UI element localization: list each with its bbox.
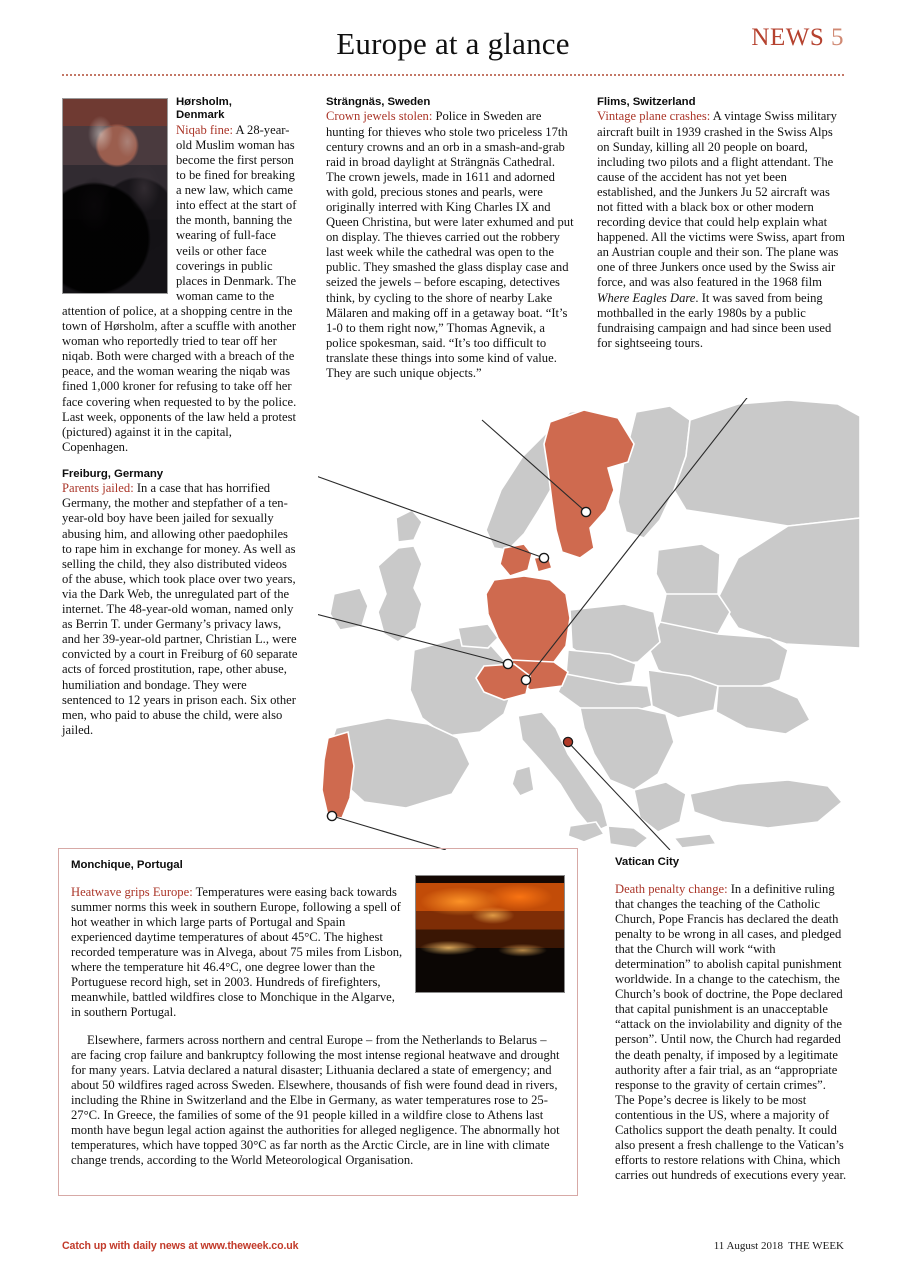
story-heading-flims: Flims, Switzerland (597, 96, 696, 108)
story-text-flims-part2: . It was saved from being mothballed in the early 1980s by a public fundraising campaign and had since been used for sightseeing tours. (597, 290, 832, 350)
marker-vatican (563, 737, 572, 746)
story-lede-freiburg: Parents jailed: (62, 481, 134, 496)
story-text-strangnas: Police in Sweden are hunting for thieves who stole two priceless 17th century crowns and an orb in a smash-and-grab raid in broad daylight at Strängnäs Cathedral. The crown jewels, made in 1611 and adorned with gold, precious stones and pearls, were originally interred with King Charles IX and Queen Christina, but were later exhumed and put on display. The thieves carried out the robbery last week while the cathedral was open to the public. They smashed the glass display case and seized the jewels – before escaping, detectives think, by cycling to the shore of nearby Lake Mälaren and making off in a getaway boat. “It’s 1-0 to them right now,” Thomas Agnevik, a police spokesman, said. “It’s too difficult to translate these things into some kind of value. They are such unique objects.” (326, 109, 574, 380)
page-title: Europe at a glance (336, 26, 570, 61)
footer-imprint (714, 1240, 844, 1252)
highlight-portugal (322, 732, 354, 818)
story-lede-strangnas: Crown jewels stolen: (326, 109, 433, 124)
country-sardinia (512, 766, 534, 796)
story-text-monchique-1: Temperatures were easing back towards summer norms this week in southern Europe, following a spell of hot weather in which large parts of Portugal and Spain experienced daytime temperatures of about 45°C. The highest recorded temperature was in Alvega, about 75 miles from Lisbon, where the temperature hit 46.4°C, one degree lower than the Portuguese record high, set in 2003. Hundreds of firefighters, meanwhile, battled wildfires close to Monchique in the Algarve, in southern Portugal. (71, 885, 403, 1020)
country-crete (674, 834, 716, 848)
country-uk (378, 546, 422, 642)
protest-photo (62, 98, 168, 294)
story-heading-hoersholm (176, 96, 298, 123)
footer-publication: THE WEEK (788, 1240, 844, 1252)
column-middle (326, 96, 576, 381)
country-russia-e (718, 518, 860, 648)
country-balkans (580, 708, 674, 790)
marker-freiburg (503, 659, 512, 668)
monchique-feature-box (58, 848, 578, 1196)
footer-promo[interactable]: Catch up with daily news at www.theweek.co.uk (62, 1240, 299, 1252)
country-turkey (690, 780, 842, 828)
country-ireland (330, 588, 368, 630)
heading-line-1: Hørsholm, (176, 96, 232, 108)
story-lede-flims: Vintage plane crashes: (597, 109, 711, 124)
country-italy-south (608, 826, 648, 848)
marker-hoersholm (539, 553, 548, 562)
heading-line-2: Denmark (176, 109, 225, 122)
footer-date: 11 August 2018 (713, 1240, 783, 1252)
marker-strangnas (581, 507, 590, 516)
page-number: 5 (831, 24, 844, 51)
story-text-vatican: In a definitive ruling that changes the teaching of the Catholic Church, Pope Francis has declared the death penalty to be wrong in all cases, and pledged that the Church will work “with determination” to abolish capital punishment worldwide. In a change to the catechism, the Church’s book of doctrine, the Pope declared that capital punishment is an unacceptable “attack on the inviolability and dignity of the person”. Until now, the Church had regarded the death penalty, if imposed by a legitimate authority after a fair trial, as an “appropriate response to the gravity of certain crimes”. The Pope’s decree is likely to be most contentious in the US, where a majority of Catholics support the death penalty. It could also present a fresh challenge to the Vatican’s efforts to restore relations with China, which carries out hundreds of executions every year. (615, 882, 847, 1182)
story-lede-hoersholm: Niqab fine: (176, 122, 234, 137)
leader-line-monchique (332, 816, 446, 850)
europe-map (318, 398, 863, 850)
column-right (597, 96, 847, 351)
section-label (751, 24, 844, 52)
story-text-flims-part1: A vintage Swiss military aircraft built in 1939 crashed in the Swiss Alps on Sunday, killing all 20 people on board, including two pilots and a flight attendant. The cause of the accident has not yet been established, and the Junkers Ju 52 aircraft was not fitted with a black box or other modern recording device that could help explain what happened. All the victims were Swiss, apart from an Austrian couple and their son. The plane was one of three Junkers once used by the Swiss air force, and was also featured in the 1968 film (597, 109, 845, 290)
vatican-story-column (615, 856, 847, 1196)
story-text-freiburg: In a case that has horrified Germany, the mother and stepfather of a ten-year-old boy have been jailed for sexually abusing him, and allowing other paedophiles to rape him in exchange for money. As well as selling the child, they also distributed videos of the abuse, which took place over two years, via the Dark Web, the unregulated part of the internet. The 48-year-old woman, named only as Berrin T. under Germany’s privacy laws, and her 39-year-old partner, Christian L., were convicted by a court in Freiburg of 60 separate acts of forced prostitution, rape, other abuse, humiliation and bondage. They were sentenced to 12 years in prison each. Six other men, who paid to abuse the child, were also jailed. (62, 481, 298, 737)
wildfire-photo (415, 875, 565, 993)
marker-monchique (327, 811, 336, 820)
story-body-flims (597, 109, 847, 351)
column-left (62, 96, 298, 738)
europe-map-svg (318, 398, 863, 850)
story-text-hoersholm: A 28-year-old Muslim woman has become the first person to be fined for breaking a new law, which came into effect at the start of the month, banning the wearing of full-face veils or other face coverings in public places in Denmark. The woman came to the attention of police, at a shopping centre in the town of Hørsholm, after a scuffle with another woman who reportedly tried to tear off her niqab. Both were charged with a breach of the peace, and the woman wearing the niqab was fined 1,000 kroner for refusing to take off her face covering when requested to by the police. Last week, opponents of the law held a protest (pictured) against it in the capital, Copenhagen. (62, 122, 297, 454)
country-scotland-isles (396, 510, 422, 542)
highlight-denmark (500, 544, 532, 576)
masthead (62, 22, 844, 70)
country-sicily (568, 822, 604, 842)
story-body-strangnas (326, 109, 576, 381)
country-greece (634, 782, 686, 832)
story-body-vatican (615, 882, 847, 1183)
country-finland (618, 406, 690, 538)
film-title: Where Eagles Dare (597, 290, 696, 305)
story-heading-freiburg: Freiburg, Germany (62, 467, 164, 480)
country-russia-nw (674, 400, 860, 526)
marker-flims (521, 675, 530, 684)
country-benelux (458, 624, 498, 648)
story-heading-monchique: Monchique, Portugal (71, 859, 183, 871)
story-lede-monchique: Heatwave grips Europe: (71, 885, 193, 899)
section-name: NEWS (751, 24, 825, 51)
story-body-freiburg (62, 481, 298, 738)
story-body-monchique-2: Elsewhere, farmers across northern and central Europe – from the Netherlands to Belarus – are facing crop failure and bankruptcy following the most intense regional heatwave and drought for many years. Latvia declared a natural disaster; Lithuania declared a state of emergency; and about 50 wildfires raged across Sweden. Elsewhere, thousands of fish were found dead in rivers, including the Rhine in Switzerland and the Elbe in Germany, as water temperatures rose to 25-27°C. In Greece, the families of some of the 91 people killed in a wildfire close to Athens last month have begun legal action against the authorities for alleged negligence. The abnormally hot temperatures, which have topped 30°C as far north as the Arctic Circle, are in line with climate change trends, according to the World Meteorological Organisation. (71, 1033, 560, 1168)
header-divider (62, 74, 844, 76)
story-heading-vatican: Vatican City (615, 856, 679, 868)
country-black-sea-coast (716, 686, 810, 734)
story-lede-vatican: Death penalty change: (615, 882, 728, 896)
story-heading-strangnas: Strängnäs, Sweden (326, 96, 431, 108)
